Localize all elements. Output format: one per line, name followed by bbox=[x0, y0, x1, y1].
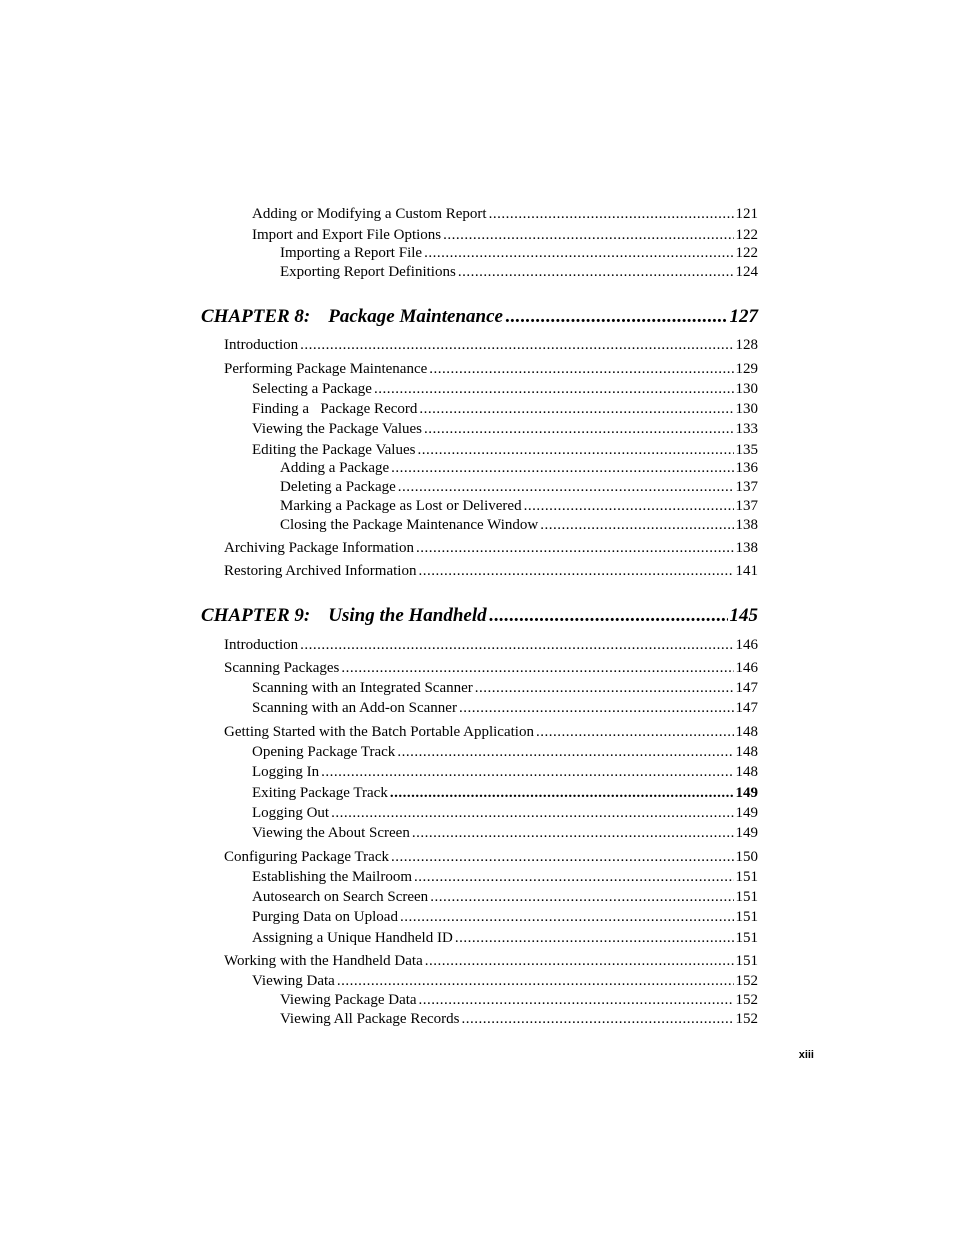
dot-leader bbox=[424, 244, 733, 263]
toc-entry-page: 130 bbox=[735, 381, 758, 397]
toc-entry-page: 151 bbox=[735, 889, 758, 905]
page-number: xiii bbox=[798, 1049, 814, 1061]
toc-entry-page: 137 bbox=[735, 498, 758, 514]
toc-entry-page: 151 bbox=[735, 869, 758, 885]
toc-entry[interactable] bbox=[252, 420, 758, 439]
toc-entry-page: 146 bbox=[735, 660, 758, 676]
toc-entry[interactable] bbox=[252, 868, 758, 887]
toc-entry-page: 124 bbox=[735, 264, 758, 280]
toc-entry[interactable] bbox=[280, 459, 758, 478]
toc-entry[interactable] bbox=[280, 478, 758, 497]
toc-entry[interactable] bbox=[252, 784, 758, 803]
toc-entry-title: Introduction bbox=[224, 337, 299, 353]
toc-entry-page: 135 bbox=[735, 442, 758, 458]
toc-entry-title: Adding or Modifying a Custom Report bbox=[252, 206, 487, 222]
toc-entry[interactable] bbox=[252, 441, 758, 460]
toc-entry-page: 151 bbox=[735, 909, 758, 925]
toc-entry-page: 136 bbox=[735, 460, 758, 476]
toc-entry-title: Adding a Package bbox=[280, 460, 390, 476]
toc-entry-title: Exporting Report Definitions bbox=[280, 264, 456, 280]
dot-leader bbox=[418, 562, 733, 581]
toc-entry[interactable] bbox=[252, 380, 758, 399]
dot-leader bbox=[417, 441, 733, 460]
dot-leader bbox=[425, 952, 734, 971]
toc-entry-title: Assigning a Unique Handheld ID bbox=[252, 930, 453, 946]
toc-entry-page: 147 bbox=[735, 700, 758, 716]
dot-leader bbox=[430, 888, 733, 907]
toc-entry-title: Scanning with an Add-on Scanner bbox=[252, 700, 457, 716]
toc-entry[interactable] bbox=[224, 562, 758, 581]
toc-entry-title: Import and Export File Options bbox=[252, 227, 442, 243]
dot-leader bbox=[458, 263, 734, 282]
toc-entry-title: Introduction bbox=[224, 637, 299, 653]
toc-entry[interactable] bbox=[224, 723, 758, 742]
dot-leader bbox=[524, 497, 734, 516]
toc-entry[interactable] bbox=[224, 636, 758, 655]
dot-leader bbox=[459, 699, 734, 718]
dot-leader bbox=[300, 636, 733, 655]
toc-entry-page: 152 bbox=[735, 1011, 758, 1027]
dot-leader bbox=[391, 459, 733, 478]
dot-leader bbox=[397, 743, 733, 762]
toc-entry[interactable] bbox=[224, 952, 758, 971]
toc-entry[interactable] bbox=[252, 804, 758, 823]
toc-entry-title: Scanning Packages bbox=[224, 660, 340, 676]
toc-entry-title: Logging Out bbox=[252, 805, 330, 821]
toc-entry[interactable] bbox=[224, 659, 758, 678]
toc-entry-title: Working with the Handheld Data bbox=[224, 953, 423, 969]
dot-leader bbox=[443, 226, 733, 245]
toc-entry-title: Selecting a Package bbox=[252, 381, 372, 397]
toc-entry-page: 128 bbox=[735, 337, 758, 353]
toc-entry[interactable] bbox=[280, 497, 758, 516]
toc-entry-title: Deleting a Package bbox=[280, 479, 396, 495]
toc-entry-page: 138 bbox=[735, 517, 758, 533]
toc-entry-title: Opening Package Track bbox=[252, 744, 396, 760]
toc-entry-page: 152 bbox=[735, 973, 758, 989]
toc-entry-title: Restoring Archived Information bbox=[224, 563, 417, 579]
toc-entry-title: Viewing the About Screen bbox=[252, 825, 410, 841]
toc-entry-page: 149 bbox=[735, 805, 758, 821]
toc-entry[interactable] bbox=[252, 763, 758, 782]
dot-leader bbox=[331, 804, 733, 823]
dot-leader bbox=[341, 659, 733, 678]
toc-entry-page: 146 bbox=[735, 637, 758, 653]
toc-entry-page: 130 bbox=[735, 401, 758, 417]
dot-leader bbox=[398, 478, 734, 497]
toc-entry-title: Editing the Package Values bbox=[252, 442, 416, 458]
toc-entry-page: 122 bbox=[735, 245, 758, 261]
toc-entry-page: 152 bbox=[735, 992, 758, 1008]
toc-entry[interactable] bbox=[280, 1010, 758, 1029]
toc-entry[interactable] bbox=[252, 226, 758, 245]
toc-entry[interactable] bbox=[252, 824, 758, 843]
dot-leader bbox=[475, 679, 734, 698]
chapter-heading[interactable] bbox=[201, 305, 758, 329]
dot-leader bbox=[419, 400, 733, 419]
toc-entry[interactable] bbox=[280, 244, 758, 263]
toc-entry-page: 141 bbox=[735, 563, 758, 579]
dot-leader bbox=[455, 929, 734, 948]
dot-leader bbox=[489, 604, 728, 628]
dot-leader bbox=[419, 991, 734, 1010]
chapter-page: 127 bbox=[729, 306, 758, 327]
toc-entry[interactable] bbox=[224, 360, 758, 379]
toc-entry-title: Finding a Package Record bbox=[252, 401, 418, 417]
toc-entry-title: Purging Data on Upload bbox=[252, 909, 398, 925]
dot-leader bbox=[540, 516, 733, 535]
toc-entry[interactable] bbox=[252, 400, 758, 419]
toc-entry[interactable] bbox=[224, 336, 758, 355]
toc-entry[interactable] bbox=[252, 699, 758, 718]
toc-entry-page: 148 bbox=[735, 744, 758, 760]
dot-leader bbox=[461, 1010, 733, 1029]
toc-entry-page: 133 bbox=[735, 421, 758, 437]
toc-entry[interactable] bbox=[280, 991, 758, 1010]
dot-leader bbox=[536, 723, 734, 742]
toc-entry[interactable] bbox=[252, 679, 758, 698]
chapter-number: CHAPTER 8: bbox=[201, 306, 311, 327]
dot-leader bbox=[390, 784, 734, 803]
dot-leader bbox=[412, 824, 734, 843]
dot-leader bbox=[489, 205, 734, 224]
toc-entry-page: 121 bbox=[735, 206, 758, 222]
toc-entry-title: Importing a Report File bbox=[280, 245, 423, 261]
toc-entry-title: Getting Started with the Batch Portable Application bbox=[224, 724, 534, 740]
toc-entry-title: Closing the Package Maintenance Window bbox=[280, 517, 539, 533]
dot-leader bbox=[300, 336, 733, 355]
dot-leader bbox=[429, 360, 733, 379]
toc-entry-page: 137 bbox=[735, 479, 758, 495]
toc-entry-title: Marking a Package as Lost or Delivered bbox=[280, 498, 522, 514]
chapter-title: Package Maintenance bbox=[328, 306, 503, 327]
dot-leader bbox=[424, 420, 733, 439]
toc-entry-title: Configuring Package Track bbox=[224, 849, 389, 865]
toc-entry[interactable] bbox=[252, 888, 758, 907]
toc-entry-page: 138 bbox=[735, 540, 758, 556]
toc-entry-page: 147 bbox=[735, 680, 758, 696]
toc-entry-title: Viewing Data bbox=[252, 973, 335, 989]
dot-leader bbox=[505, 305, 728, 329]
toc-entry-title: Viewing the Package Values bbox=[252, 421, 423, 437]
dot-leader bbox=[400, 908, 734, 927]
toc-entry-page: 151 bbox=[735, 930, 758, 946]
toc-entry-page: 129 bbox=[735, 361, 758, 377]
dot-leader bbox=[391, 848, 734, 867]
toc-entry-page: 148 bbox=[735, 724, 758, 740]
toc-entry-title: Performing Package Maintenance bbox=[224, 361, 428, 377]
toc-entry[interactable] bbox=[224, 539, 758, 558]
chapter-title: Using the Handheld bbox=[328, 605, 487, 626]
toc-entry[interactable] bbox=[252, 972, 758, 991]
toc-entry-page: 122 bbox=[735, 227, 758, 243]
toc-entry[interactable] bbox=[252, 205, 758, 224]
toc-entry-title: Viewing Package Data bbox=[280, 992, 417, 1008]
dot-leader bbox=[321, 763, 733, 782]
toc-entry-title: Establishing the Mailroom bbox=[252, 869, 412, 885]
toc-entry-title: Autosearch on Search Screen bbox=[252, 889, 429, 905]
toc-entry[interactable] bbox=[224, 848, 758, 867]
dot-leader bbox=[374, 380, 734, 399]
toc-entry-title: Exiting Package Track bbox=[252, 785, 388, 801]
toc-entry[interactable] bbox=[280, 263, 758, 282]
toc-entry-title: Scanning with an Integrated Scanner bbox=[252, 680, 473, 696]
toc-entry-title: Viewing All Package Records bbox=[280, 1011, 460, 1027]
toc-entry-page: 148 bbox=[735, 764, 758, 780]
toc-entry-page: 149 bbox=[735, 785, 758, 801]
toc-entry-title: Logging In bbox=[252, 764, 320, 780]
toc-entry-page: 149 bbox=[735, 825, 758, 841]
dot-leader bbox=[414, 868, 734, 887]
toc-entry-page: 150 bbox=[735, 849, 758, 865]
dot-leader bbox=[416, 539, 734, 558]
toc-entry[interactable] bbox=[280, 516, 758, 535]
dot-leader bbox=[337, 972, 734, 991]
toc-entry-title: Archiving Package Information bbox=[224, 540, 414, 556]
toc-entry[interactable] bbox=[252, 929, 758, 948]
toc-entry[interactable] bbox=[252, 908, 758, 927]
chapter-page: 145 bbox=[729, 605, 758, 626]
toc-entry-page: 151 bbox=[735, 953, 758, 969]
chapter-heading[interactable] bbox=[201, 604, 758, 628]
toc-entry[interactable] bbox=[252, 743, 758, 762]
chapter-number: CHAPTER 9: bbox=[201, 605, 311, 626]
